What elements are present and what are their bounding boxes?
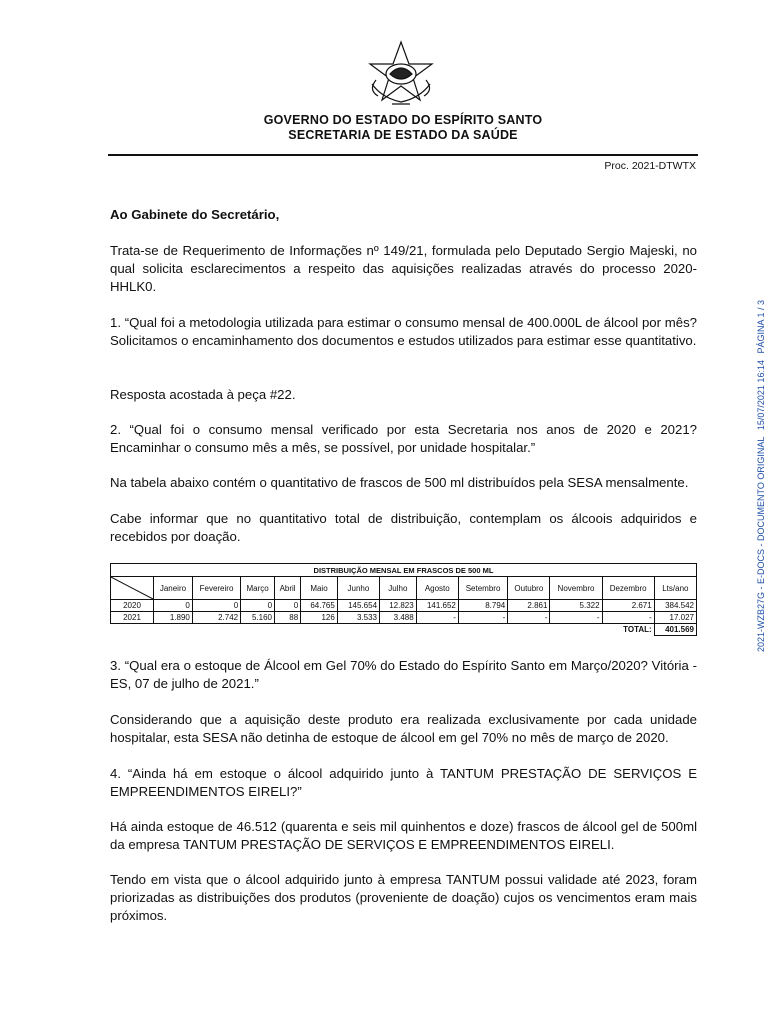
table-cell: 0	[275, 600, 301, 612]
question-4: 4. “Ainda há em estoque o álcool adquirido junto à TANTUM PRESTAÇÃO DE SERVIÇOS E EMPREENDIMENTOS EIRELI?”	[110, 766, 697, 799]
table-cell: -	[602, 612, 654, 624]
side-doc-id: 2021-WZB27G - E-DOCS - DOCUMENTO ORIGINAL	[756, 436, 766, 652]
column-header: Lts/ano	[654, 577, 696, 600]
table-cell: 141.652	[416, 600, 458, 612]
table-cell: 145.654	[337, 600, 379, 612]
government-title: GOVERNO DO ESTADO DO ESPÍRITO SANTO	[263, 113, 543, 127]
answer-1: Resposta acostada à peça #22.	[110, 387, 296, 402]
table-cell: 384.542	[654, 600, 696, 612]
table-cell: 2.671	[602, 600, 654, 612]
total-label: TOTAL:	[623, 625, 652, 635]
table-cell: 2.742	[192, 612, 240, 624]
table-cell: 64.765	[301, 600, 338, 612]
question-3: 3. “Qual era o estoque de Álcool em Gel 70% do Estado do Espírito Santo em Março/2020? Vitória - ES, 07 de julho de 2021.”	[110, 658, 697, 691]
table-cell: 1.890	[154, 612, 193, 624]
total-value: 401.569	[654, 624, 696, 636]
table-cell: 0	[241, 600, 275, 612]
answer-2-intro: Na tabela abaixo contém o quantitativo de frascos de 500 ml distribuídos pela SESA mensalmente.	[110, 475, 689, 490]
table-header-row	[111, 577, 697, 600]
table-cell: 5.322	[550, 600, 602, 612]
secretariat-title: SECRETARIA DE ESTADO DA SAÚDE	[288, 128, 518, 142]
salutation: Ao Gabinete do Secretário,	[110, 207, 280, 222]
table-cell: 88	[275, 612, 301, 624]
column-header: Novembro	[550, 577, 602, 600]
column-header: Março	[241, 577, 275, 600]
table-cell: -	[416, 612, 458, 624]
question-2: 2. “Qual foi o consumo mensal verificado por esta Secretaria nos anos de 2020 e 2021? Encaminhar o consumo mês a mês, se possível, por unidade hospitalar.”	[110, 422, 697, 455]
column-header: Abril	[275, 577, 301, 600]
table-row	[111, 600, 697, 612]
table-cell: 0	[192, 600, 240, 612]
diagonal-corner-cell	[111, 577, 154, 600]
table-cell: 0	[154, 600, 193, 612]
table-cell: -	[458, 612, 507, 624]
row-year: 2021	[111, 612, 154, 624]
question-1: 1. “Qual foi a metodologia utilizada para estimar o consumo mensal de 400.000L de álcool por mês? Solicitamos o encaminhamento dos documentos e estudos utilizados para estimar esse quantitativo.	[110, 315, 697, 348]
table-cell: -	[508, 612, 550, 624]
table-cell: 3.533	[337, 612, 379, 624]
column-header: Janeiro	[154, 577, 193, 600]
table-cell: 12.823	[380, 600, 417, 612]
column-header: Fevereiro	[192, 577, 240, 600]
table-total-row	[111, 624, 697, 636]
column-header: Dezembro	[602, 577, 654, 600]
side-datetime: 15/07/2021 16:14	[756, 360, 766, 431]
column-header: Maio	[301, 577, 338, 600]
state-coat-of-arms-icon	[362, 40, 440, 110]
table-cell: 8.794	[458, 600, 507, 612]
answer-3: Considerando que a aquisição deste produto era realizada exclusivamente por cada unidade hospitalar, esta SESA não detinha de estoque de álcool em gel 70% no mês de março de 2020.	[110, 712, 697, 745]
column-header: Setembro	[458, 577, 507, 600]
answer-4-stock: Há ainda estoque de 46.512 (quarenta e seis mil quinhentos e doze) frascos de álcool gel de 500ml da empresa TANTUM PRESTAÇÃO DE SERVIÇOS E EMPREENDIMENTOS EIRELI.	[110, 819, 697, 852]
process-number: Proc. 2021-DTWTX	[604, 160, 696, 172]
paragraph-intro: Trata-se de Requerimento de Informações nº 149/21, formulada pelo Deputado Sergio Majeski, no qual solicita esclarecimentos a respeito das aquisições realizadas através do processo 2020-HHLK0.	[110, 243, 697, 294]
table-cell: 5.160	[241, 612, 275, 624]
table-cell: 126	[301, 612, 338, 624]
table-cell: 17.027	[654, 612, 696, 624]
table-cell: -	[550, 612, 602, 624]
column-header: Outubro	[508, 577, 550, 600]
answer-2-note: Cabe informar que no quantitativo total de distribuição, contemplam os álcoois adquiridos e recebidos por doação.	[110, 511, 697, 544]
document-side-stamp	[756, 296, 766, 652]
column-header: Agosto	[416, 577, 458, 600]
table-row	[111, 612, 697, 624]
row-year: 2020	[111, 600, 154, 612]
column-header: Julho	[380, 577, 417, 600]
answer-4-validity: Tendo em vista que o álcool adquirido junto à empresa TANTUM possui validade até 2023, foram priorizadas as distribuições dos produtos (proveniente de doação) cujos os vencimentos eram mais próximos.	[110, 872, 697, 923]
table-cell: 2.861	[508, 600, 550, 612]
table-cell: 3.488	[380, 612, 417, 624]
distribution-table	[110, 563, 697, 636]
header-divider	[108, 154, 698, 156]
column-header: Junho	[337, 577, 379, 600]
side-page: PÁGINA 1 / 3	[756, 299, 766, 354]
table-title: DISTRIBUIÇÃO MENSAL EM FRASCOS DE 500 ML	[111, 564, 697, 577]
